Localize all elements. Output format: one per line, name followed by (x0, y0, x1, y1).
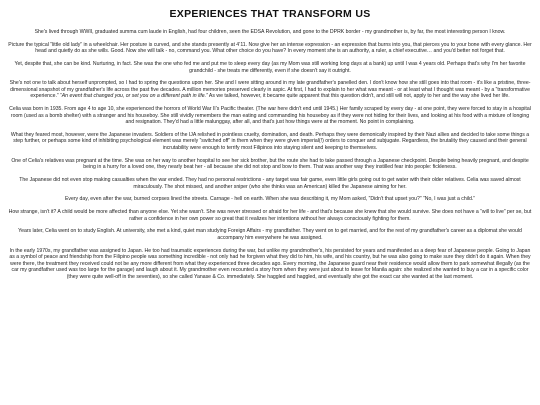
document-title: EXPERIENCES THAT TRANSFORM US (169, 8, 371, 20)
paragraph: She's lived through WWII, graduated summa cum laude in English, had four children, seen the EDSA Revolution, and gone to the DPRK border - my grandmother is, by far, the most interesting person I know. (34, 29, 506, 35)
paragraph: What they feared most, however, were the Japanese invaders. Soldiers of the IJA relished in pointless cruelty, domination, and death. Perhaps they were demonically inspired by their Nazi allies and decided to take some things a step further, or perhaps some kind of inhibiting psychological element was merely “switched off” in them when they were given imperial(!) orders to conquer and subjugate. Regardless, the brutality they caused and their general incrutability were enough to terrify most Filipinos into staying silent and keeping to themselves. (10, 131, 530, 151)
paragraph-italic-quote: “An event that changed you, or set you on a different path in life.” (60, 93, 208, 100)
paragraph: Yet, despite that, she can be kind. Nurturing, in fact. She was the one who fed me and put me to sleep every day (as my Mom was still working long days at a bank) up until I was 4 years old. Perhaps that's why I'm her favorite grandchild - she treats me differently, even if she doesn't say it outright. (14, 61, 526, 74)
paragraph: How strange, isn't it? A child would be more affected than anyone else. Yet she wasn't. She was never stressed or afraid for her life - and that's because she knew that she would survive. She does not have a “will to live” per se, but rather a confidence in her own power so great that it realizes her intentions without her always consciously fighting for them. (8, 209, 532, 222)
paragraph: Celia was born in 1935. From age 4 to age 10, she experienced the horrors of World War II's Pacific theater. (The war here didn't end until 1945.) Her family scraped by every day - at one point, they were forced to stay in a hospital room (used as a bomb shelter) with a stranger and his houseboy. She still vividly remembers the man eating and commanding his houseboy as if they were not hiding for their lives, and looking at his food with a mixture of longing and resignation. They'd had a little malunggay, after all, and that's just how things were at the moment. No point in complaining. (9, 106, 531, 126)
paragraph-text: She's not one to talk about herself unprompted, so I had to spring the questions upon her. She and I were sitting around in my late grandfather's panelled den. I don't know how she still goes into that room - it's like a pristine, three-dimensional snapshot of my grandfather's life across the past five decades. A million memories preserved clearly in aspic. At first, I had to explain to her what was meant - or at least what I thought was meant - by a “transformative experience.” (9, 80, 531, 100)
paragraph-text-continued: As we talked, however, it became quite apparent that this question didn't, and still will not, apply to her and the way she lived her life. (207, 93, 510, 100)
paragraph: Years later, Celia went on to study English. At university, she met a kind, quiet man studying Foreign Affairs - my grandfather. They went on to get married, and for the rest of my grandfather's career as a diplomat she would accompany him everywhere he was assigned. (18, 228, 522, 241)
paragraph (8, 80, 532, 100)
paragraph: In the early 1970s, my grandfather was assigned to Japan. He too had traumatic experiences during the war, but unlike my grandmother's, his persisted for years and manifested as a deep fear of Japanese people. Going to Japan as a symbol of peace and friendship from the Filipino people was something incredible - not only had he forgiven what they did to him, his wife, and his country, but he was also going to make sure they didn't do it again. When they were there, the treatment they received could not be any more different from what they experienced three decades ago. Every morning, the Japanese guard near their residence would allow them to park somewhat illegally (as the car my grandfather used was too large for the garage) and laugh about it. My grandmother even recounted a story from when they were just about to leave for Manila again: she realized she wanted to buy a car in a specific color (they were quite well-off in the seventies), so she called Yanase & Co. immediately. She haggled and haggled, and eventually she got the exact car she wanted at the last moment. (9, 247, 531, 280)
paragraph: Picture the typical “little old lady” in a wheelchair. Her posture is curved, and she stands presently at 4’11. Now give her an intense expression - an expression that burns into you, that pierces you to your bone with every glance. Her head and quietly do as she wills. Good. Now she will talk - no, command you. What other choice do you have? In every moment she is an authority, a ruler, a chief executive… and you'd better not forget that. (8, 41, 532, 55)
paragraph: The Japanese did not even stop making casualties when the war ended. They had no personal restrictions - any target was fair game, even little girls going out to get water with their older relatives. Celia was saved almost miraculously. The shot missed, and another sniper (who she thinks was an American) killed the Japanese aiming for her. (19, 177, 521, 190)
paragraph: One of Celia's relatives was pregnant at the time. She was on her way to another hospital to see her sick brother, but the route she had to take passed through a Japanese checkpoint. Despite being heavily pregnant, and despite being in a hurry for a loved one, they nearly beat her - all because she did not stop and bow to them. That was another way they instilled fear into people: fickleness. (11, 157, 529, 171)
paragraph: Every day, even after the war, burned corpses lined the streets. Carnage - hell on earth. When she was describing it, my Mom asked, “Didn't that upset you?” “No, I was just a child.” (64, 196, 476, 203)
